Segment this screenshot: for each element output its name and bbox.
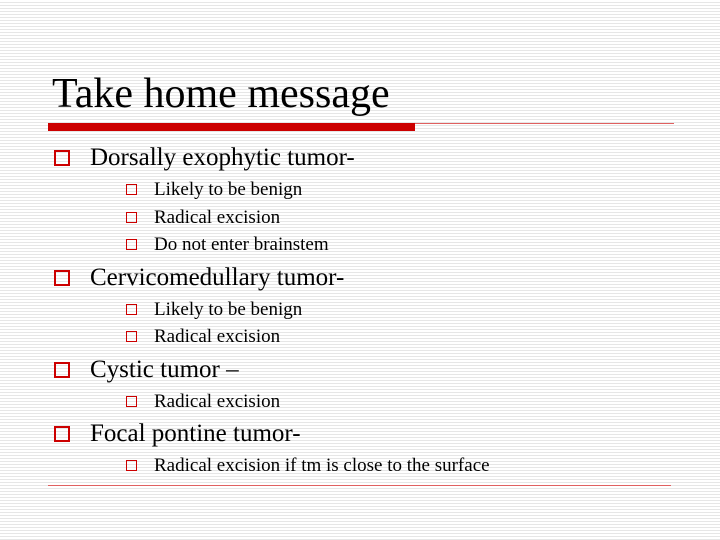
bullet-text: Focal pontine tumor- xyxy=(90,420,301,447)
title-underline-accent xyxy=(48,123,415,131)
hollow-square-icon xyxy=(54,150,70,166)
bullet-text: Cystic tumor – xyxy=(90,355,239,383)
hollow-square-icon xyxy=(126,184,137,195)
hollow-square-icon xyxy=(126,396,137,407)
bullet-list xyxy=(0,142,720,480)
bullet-item xyxy=(0,142,720,259)
hollow-square-icon xyxy=(126,460,137,471)
bottom-divider xyxy=(48,485,671,486)
sub-bullet-list xyxy=(0,452,720,480)
bullet-item xyxy=(0,418,720,480)
sub-bullet-item xyxy=(0,452,720,480)
bullet-text: Dorsally exophytic tumor- xyxy=(90,144,355,171)
hollow-square-icon xyxy=(126,331,137,342)
bullet-text: Cervicomedullary tumor- xyxy=(90,263,345,291)
sub-bullet-text: Likely to be benign xyxy=(154,298,303,320)
sub-bullet-list xyxy=(0,296,720,351)
sub-bullet-item xyxy=(0,204,720,232)
hollow-square-icon xyxy=(126,239,137,250)
sub-bullet-item xyxy=(0,176,720,204)
sub-bullet-text: Do not enter brainstem xyxy=(154,234,329,255)
slide-title: Take home message xyxy=(52,71,390,117)
sub-bullet-item xyxy=(0,296,720,324)
bullet-item xyxy=(0,354,720,416)
sub-bullet-text: Radical excision xyxy=(154,206,281,228)
sub-bullet-item xyxy=(0,388,720,416)
hollow-square-icon xyxy=(54,426,70,442)
sub-bullet-text: Likely to be benign xyxy=(154,179,303,200)
hollow-square-icon xyxy=(54,362,70,378)
sub-bullet-text: Radical excision xyxy=(154,390,281,412)
sub-bullet-list xyxy=(0,176,720,259)
sub-bullet-item xyxy=(0,231,720,259)
sub-bullet-list xyxy=(0,388,720,416)
hollow-square-icon xyxy=(126,304,137,315)
hollow-square-icon xyxy=(126,212,137,223)
sub-bullet-text: Radical excision if tm is close to the surface xyxy=(154,455,490,476)
sub-bullet-item xyxy=(0,323,720,351)
sub-bullet-text: Radical excision xyxy=(154,326,281,347)
bullet-item xyxy=(0,262,720,351)
hollow-square-icon xyxy=(54,270,70,286)
